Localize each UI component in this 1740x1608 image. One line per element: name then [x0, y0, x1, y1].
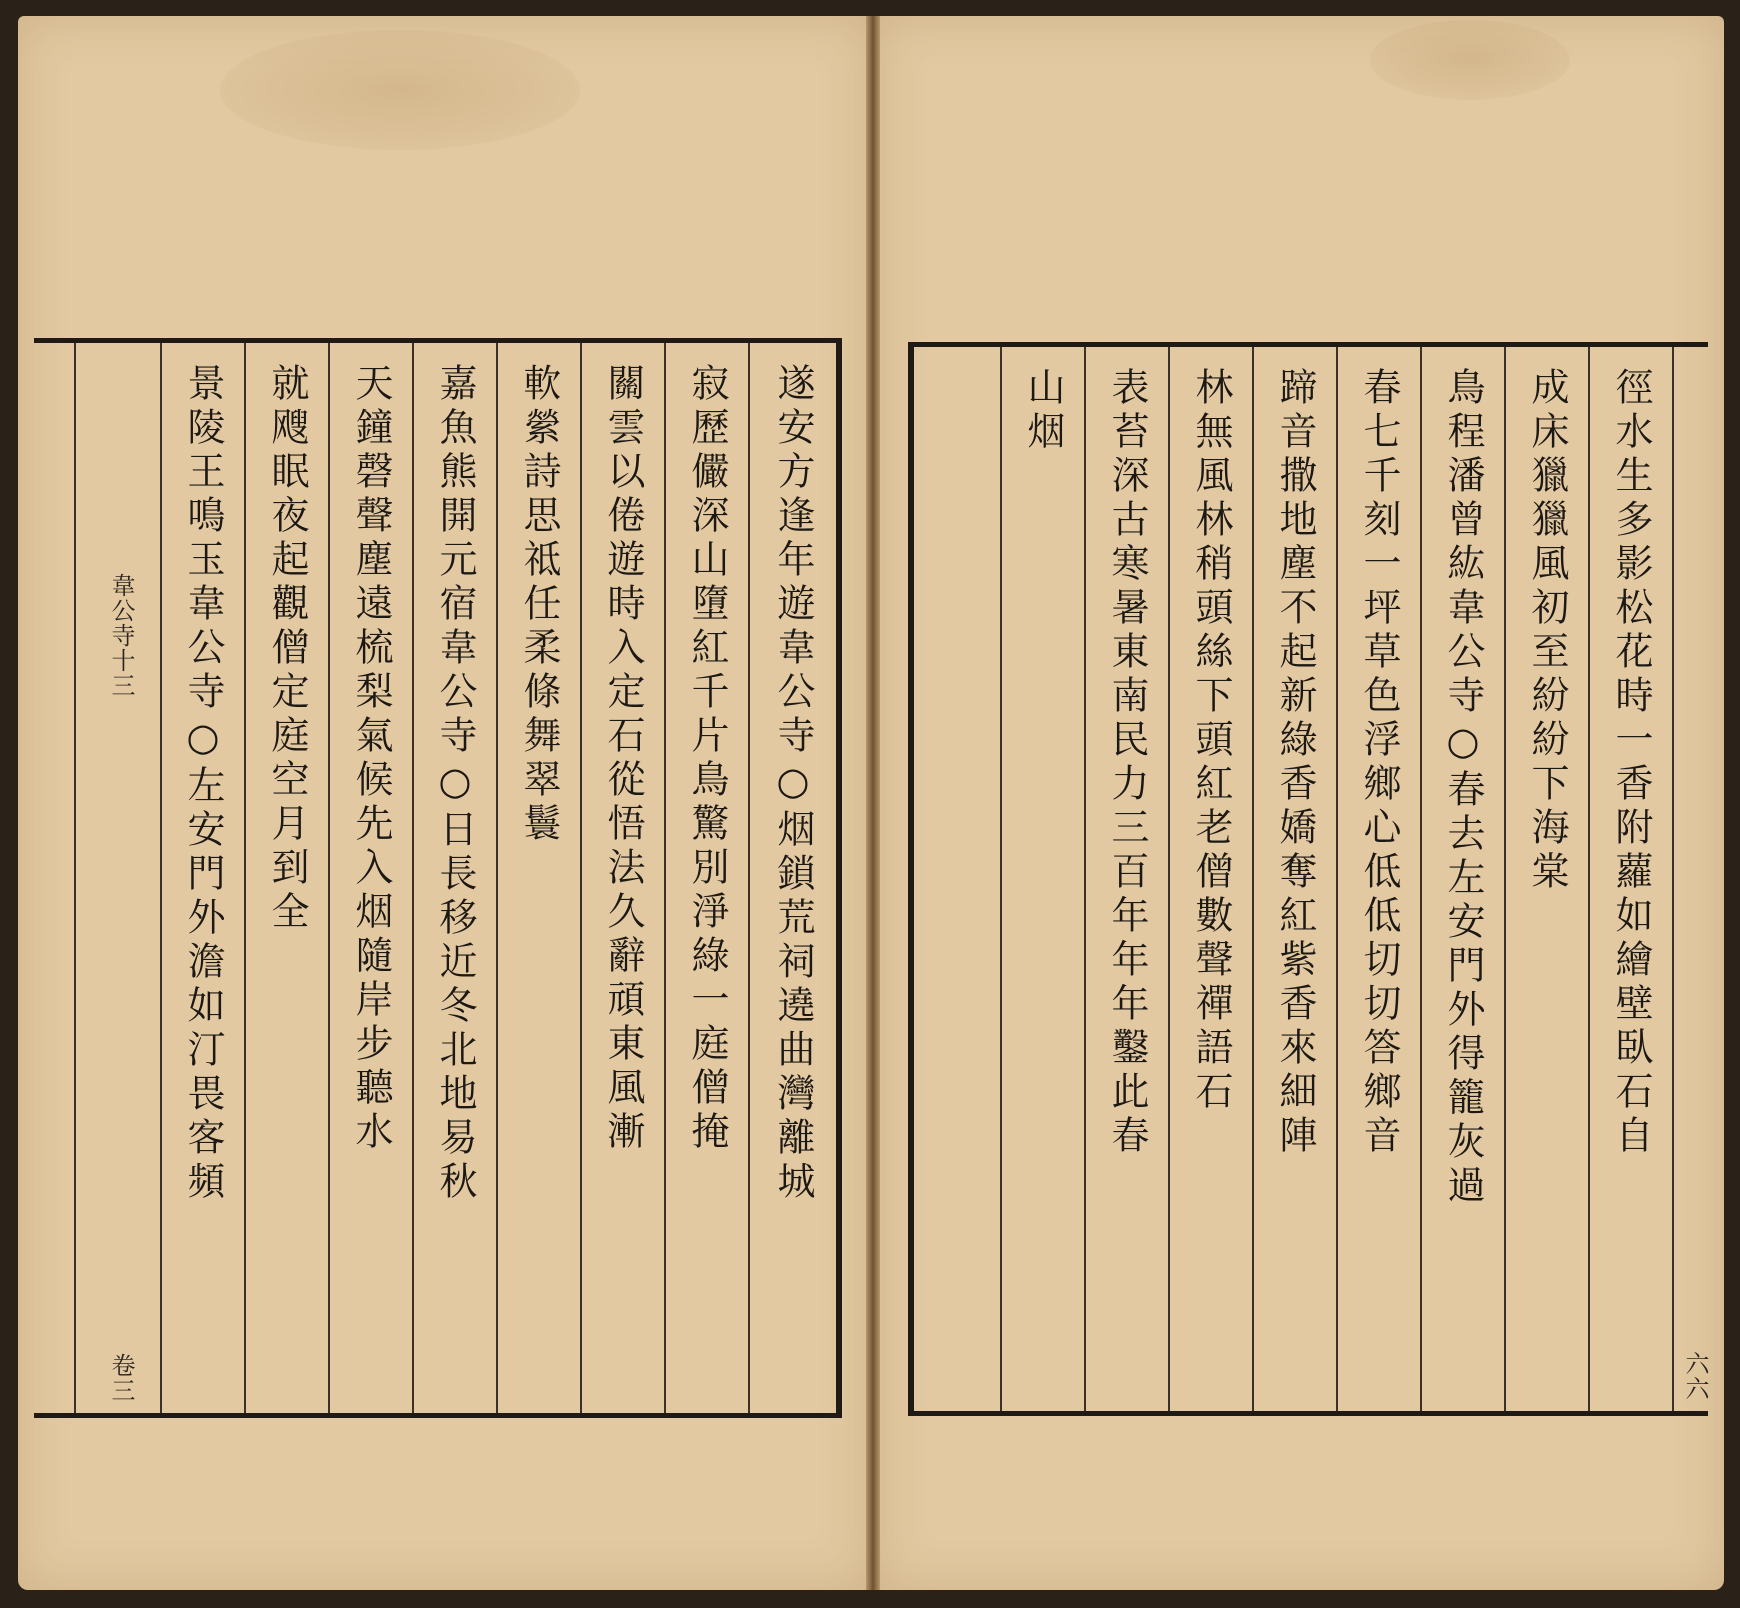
book-gutter	[866, 16, 880, 1590]
right-text-block	[908, 342, 1708, 1416]
margin-volume: 卷三	[107, 1353, 135, 1403]
left-column-1	[748, 343, 836, 1413]
column-text: 山烟	[1021, 367, 1065, 455]
left-column-2	[664, 343, 748, 1413]
paper-stain	[220, 30, 580, 150]
left-column-7	[244, 343, 328, 1413]
left-text-block	[34, 338, 842, 1418]
column-text: 春七千刻一坪草色浮鄉心低低切切答鄉音	[1357, 367, 1401, 1159]
margin-title: 韋公寺十三	[107, 573, 135, 698]
right-column-7	[1084, 347, 1168, 1411]
column-text: 遂安方逢年遊韋公寺○烟鎖荒祠遶曲灣離城	[771, 363, 815, 1205]
right-column-5	[1252, 347, 1336, 1411]
column-text: 寂歷儼深山墮紅千片鳥驚別淨綠一庭僧掩	[685, 363, 729, 1155]
column-text: 景陵王鳴玉韋公寺○左安門外澹如汀畏客頻	[181, 363, 225, 1205]
column-text: 鳥程潘曾紘韋公寺○春去左安門外得籠灰過	[1441, 367, 1485, 1209]
right-margin-column	[1672, 347, 1708, 1411]
column-text: 表苔深古寒暑東南民力三百年年年鑿此春	[1105, 367, 1149, 1159]
paper-stain	[1370, 20, 1570, 100]
column-text: 林無風林稍頭絲下頭紅老僧數聲禪語石	[1189, 367, 1233, 1115]
left-column-3	[580, 343, 664, 1413]
column-text: 關雲以倦遊時入定石從悟法久辭頑東風漸	[601, 363, 645, 1155]
left-column-8	[160, 343, 244, 1413]
right-column-3	[1420, 347, 1504, 1411]
margin-page-number: 六六	[1681, 1351, 1709, 1401]
column-text: 蹄音撒地塵不起新綠香嬌奪紅紫香來細陣	[1273, 367, 1317, 1159]
left-column-5	[412, 343, 496, 1413]
left-column-6	[328, 343, 412, 1413]
column-text: 徑水生多影松花時一香附蘿如繪壁臥石自	[1609, 367, 1653, 1159]
right-column-2	[1504, 347, 1588, 1411]
right-column-4	[1336, 347, 1420, 1411]
column-text: 就飕眠夜起觀僧定庭空月到全	[265, 363, 309, 935]
right-column-6	[1168, 347, 1252, 1411]
column-text: 軟縈詩思祗任柔條舞翠鬟	[517, 363, 561, 847]
right-column-8	[1000, 347, 1084, 1411]
left-column-4	[496, 343, 580, 1413]
column-text: 嘉魚熊開元宿韋公寺○日長移近冬北地易秋	[433, 363, 477, 1205]
column-text: 天鐘磬聲塵遠梳梨氣候先入烟隨岸步聽水	[349, 363, 393, 1155]
right-column-blank	[914, 347, 1000, 1411]
right-column-1	[1588, 347, 1672, 1411]
column-text: 成床獵獵風初至紛紛下海棠	[1525, 367, 1569, 895]
left-margin-column	[74, 343, 160, 1413]
